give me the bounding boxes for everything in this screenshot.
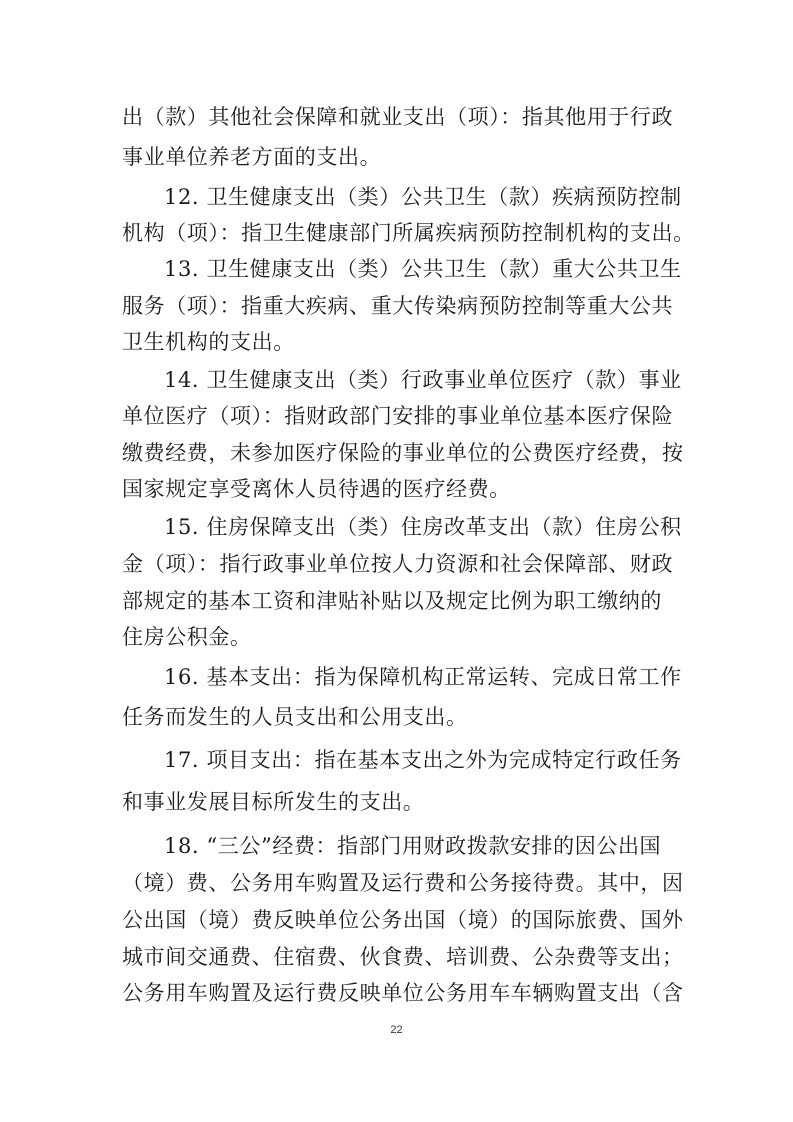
text-line: 住房公积金。 bbox=[122, 625, 252, 649]
text-line: 国家规定享受离休人员待遇的医疗经费。 bbox=[122, 477, 511, 501]
paragraph-14-line: 14. 卫生健康支出（类）行政事业单位医疗（款）事业 bbox=[164, 368, 682, 392]
text-line: 金（项）：指行政事业单位按人力资源和社会保障部、财政 bbox=[122, 552, 674, 576]
paragraph-15-line: 15. 住房保障支出（类）住房改革支出（款）住房公积 bbox=[164, 515, 682, 539]
text-line: 城市间交通费、住宿费、伙食费、培训费、公杂费等支出； bbox=[122, 945, 684, 969]
text-line: （境）费、公务用车购置及运行费和公务接待费。其中，因 bbox=[122, 871, 684, 895]
text-line: 和事业发展目标所发生的支出。 bbox=[122, 790, 425, 814]
text-line: 单位医疗（项）：指财政部门安排的事业单位基本医疗保险 bbox=[122, 404, 674, 428]
text-line: 缴费经费，未参加医疗保险的事业单位的公费医疗经费，按 bbox=[122, 441, 684, 465]
text-line: 事业单位养老方面的支出。 bbox=[122, 145, 382, 169]
paragraph-16-line: 16. 基本支出：指为保障机构正常运转、完成日常工作 bbox=[164, 665, 682, 689]
text-line: 服务（项）：指重大疾病、重大传染病预防控制等重大公共 bbox=[122, 294, 674, 318]
text-line: 任务而发生的人员支出和公用支出。 bbox=[122, 705, 468, 729]
page-number: 22 bbox=[390, 1024, 403, 1036]
text-line: 公出国（境）费反映单位公务出国（境）的国际旅费、国外 bbox=[122, 908, 684, 932]
paragraph-12-line: 12. 卫生健康支出（类）公共卫生（款）疾病预防控制 bbox=[164, 185, 682, 209]
text-line: 部规定的基本工资和津贴补贴以及规定比例为职工缴纳的 bbox=[122, 589, 662, 613]
text-line: 公务用车购置及运行费反映单位公务用车车辆购置支出（含 bbox=[122, 981, 684, 1005]
text-line: 卫生机构的支出。 bbox=[122, 330, 295, 354]
paragraph-13-line: 13. 卫生健康支出（类）公共卫生（款）重大公共卫生 bbox=[164, 257, 682, 281]
paragraph-18-line: 18. “三公”经费：指部门用财政拨款安排的因公出国 bbox=[164, 834, 662, 858]
paragraph-17-line: 17. 项目支出：指在基本支出之外为完成特定行政任务 bbox=[164, 748, 682, 772]
text-line: 出（款）其他社会保障和就业支出（项）：指其他用于行政 bbox=[122, 105, 674, 129]
text-line: 机构（项）：指卫生健康部门所属疾病预防控制机构的支出。 bbox=[122, 221, 695, 245]
